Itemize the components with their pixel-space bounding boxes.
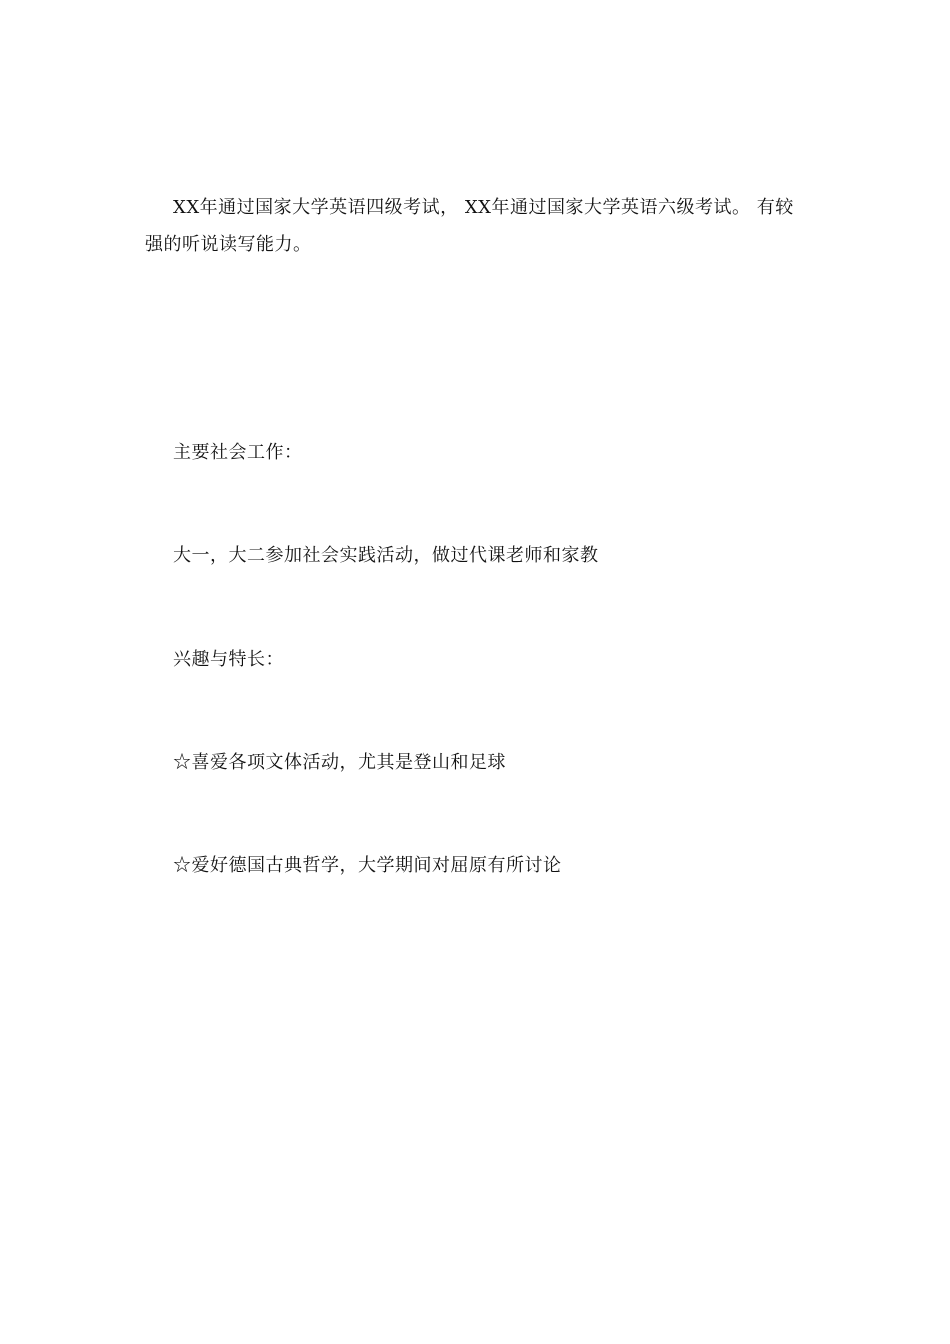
social-work-heading: 主要社会工作：	[173, 442, 303, 463]
interest-item: ☆爱好德国古典哲学，大学期间对屈原有所讨论	[173, 855, 562, 876]
interest-item: ☆喜爱各项文体活动，尤其是登山和足球	[173, 752, 506, 773]
interests-heading: 兴趣与特长：	[173, 649, 284, 670]
social-work-item: 大一，大二参加社会实践活动，做过代课老师和家教	[173, 545, 599, 566]
english-ability-paragraph: XX年通过国家大学英语四级考试， XX年通过国家大学英语六级考试。 有较强的听说读写能力。	[145, 197, 794, 255]
